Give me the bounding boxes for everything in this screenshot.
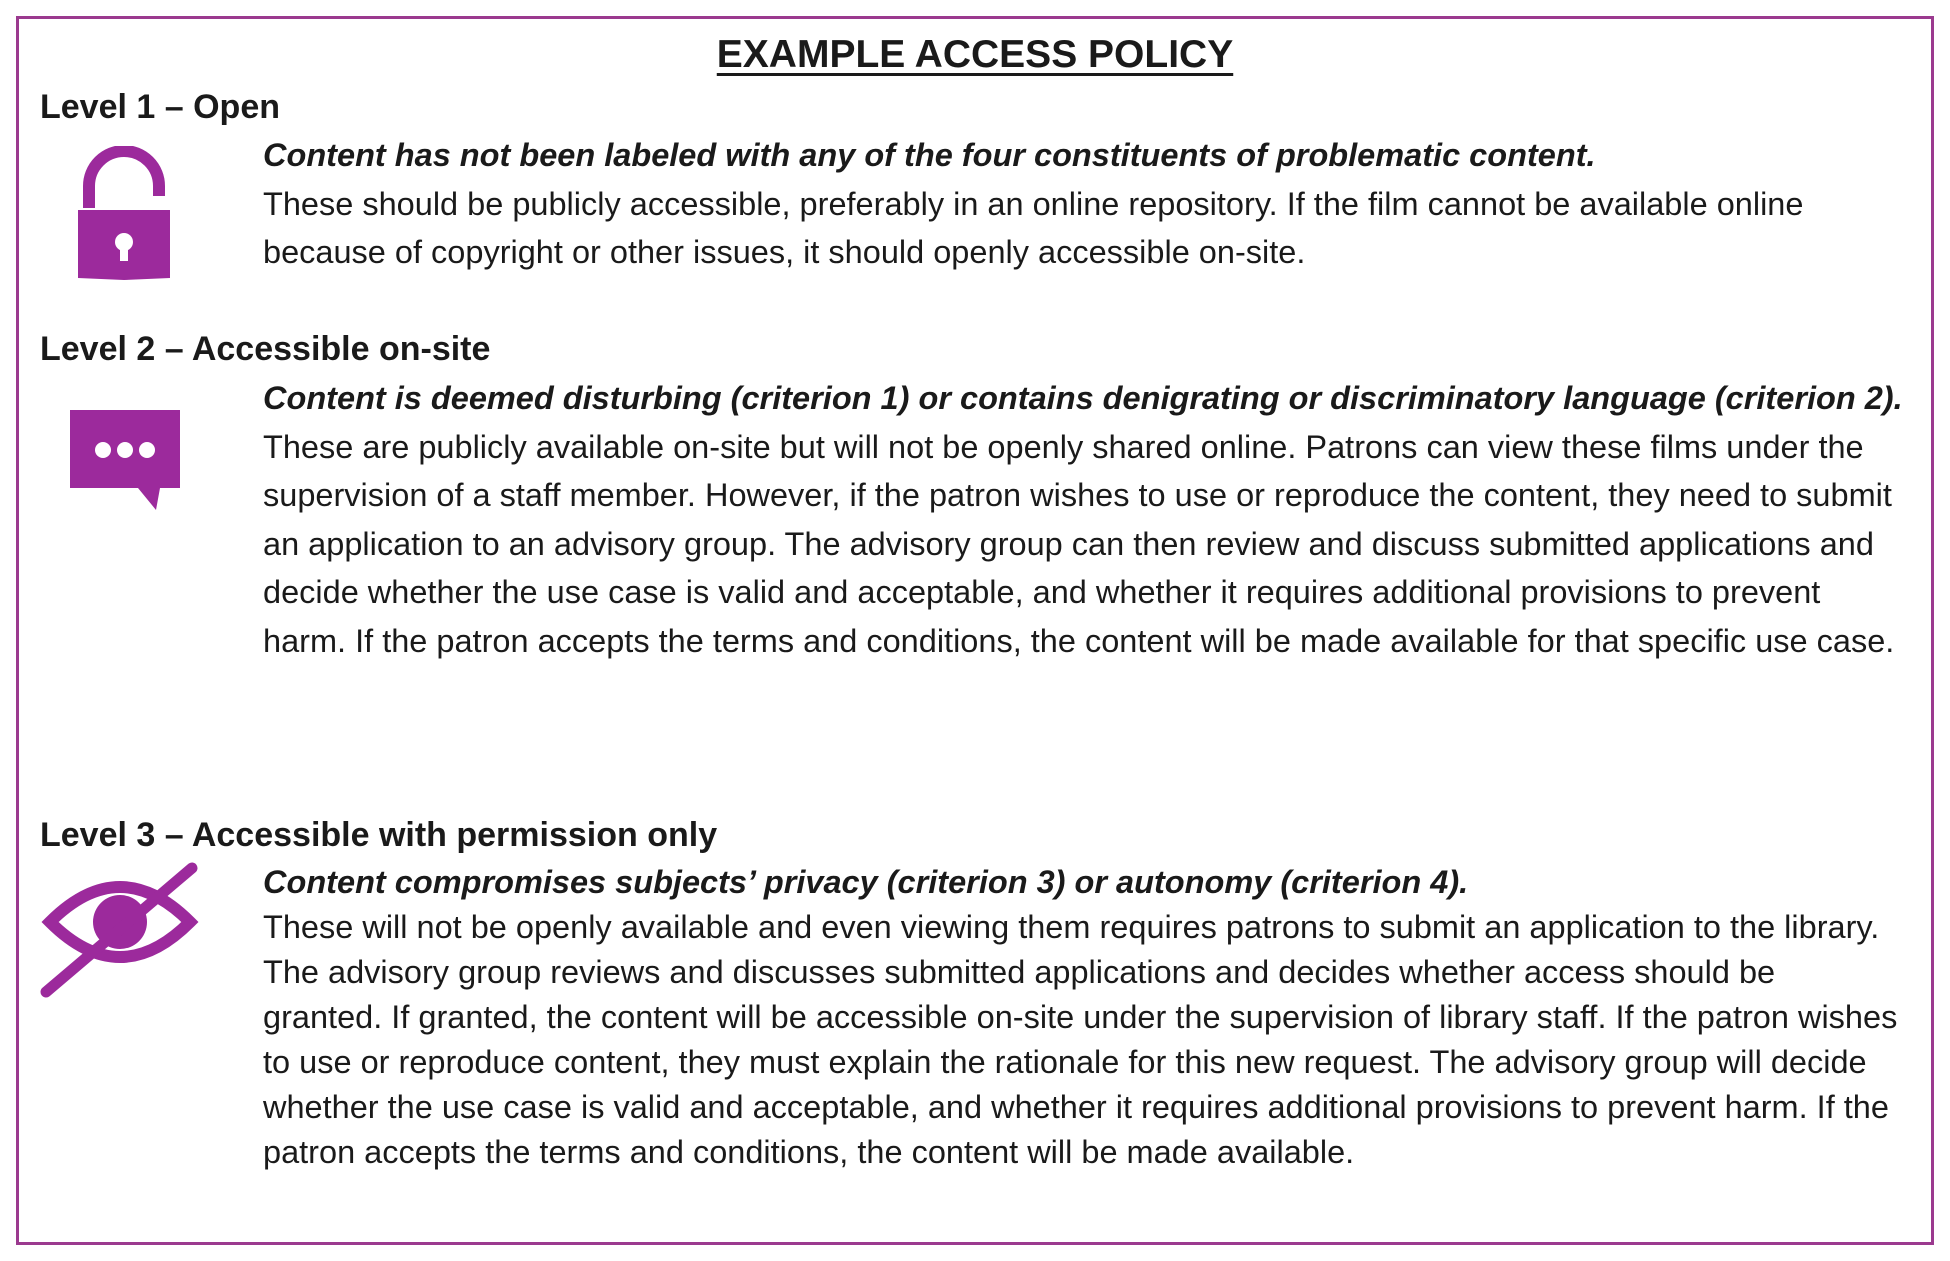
level-1-description: These should be publicly accessible, preferably in an online repository. If the film cannot be available online because of copyright or other issues, it should openly accessible on-site. (263, 185, 1804, 270)
level-3-criteria: Content compromises subjects’ privacy (criterion 3) or autonomy (criterion 4). (263, 864, 1469, 900)
level-2-description: These are publicly available on-site but will not be openly shared online. Patrons can view these films under the supervision of a staff member. However, if the patron wishes to use or reproduce the content, they need to submit an application to an advisory group. The advisory group can then review and discuss submitted applications and decide whether the use case is valid and acceptable, and whether it requires additional provisions to prevent harm. If the patron accepts the terms and conditions, the content will be made available for that specific use case. (263, 428, 1895, 659)
page-title-text: EXAMPLE ACCESS POLICY (716, 33, 1234, 76)
speech-bubble-icon (68, 408, 184, 514)
level-2-body (263, 374, 1903, 665)
level-1-criteria: Content has not been labeled with any of the four constituents of problematic content. (263, 137, 1596, 173)
level-1-heading: Level 1 – Open (40, 88, 280, 126)
level-1-body (263, 131, 1903, 277)
level-2-heading: Level 2 – Accessible on-site (40, 330, 491, 368)
level-3-body (263, 860, 1903, 1175)
eye-slash-icon (40, 862, 200, 998)
level-3-description: These will not be openly available and even viewing them requires patrons to submit an application to the library. The advisory group reviews and discusses submitted applications and decides whether access should be granted. If granted, the content will be accessible on-site under the supervision of library staff. If the patron wishes to use or reproduce content, they must explain the rationale for this new request. The advisory group will decide whether the use case is valid and acceptable, and whether it requires additional provisions to prevent harm. If the patron accepts the terms and conditions, the content will be made available. (263, 909, 1898, 1170)
page-title (0, 30, 1950, 80)
level-3-heading: Level 3 – Accessible with permission only (40, 816, 718, 854)
unlocked-padlock-icon (74, 146, 174, 282)
level-2-criteria: Content is deemed disturbing (criterion 1) or contains denigrating or discriminatory language (criterion 2). (263, 380, 1903, 416)
